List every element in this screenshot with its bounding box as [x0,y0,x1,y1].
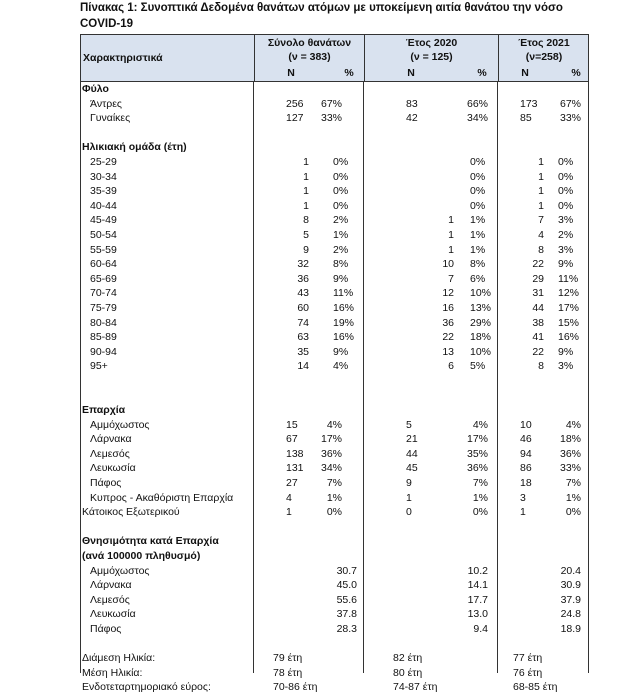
total-pct: 9% [333,345,349,358]
y2020-n: 21 [406,433,418,446]
y2020-n: 16 [442,301,454,314]
district-row [80,491,589,506]
age-row [80,257,589,272]
total-pct: 19% [333,316,355,329]
y2021-n: 8 [538,243,544,256]
header-2020-n-col: N [407,67,415,79]
row-label: 90-94 [90,345,117,358]
y2020-n: 13 [442,345,454,358]
y2021-rate: 37.9 [560,593,581,606]
y2021-pct: 33% [559,462,581,475]
y2021-n: 1 [520,506,526,519]
total-n: 127 [286,112,304,125]
row-label: 80-84 [90,316,117,329]
y2021-pct: 7% [565,477,581,490]
district-row [80,432,589,447]
y2020-n: 6 [448,360,454,373]
y2021-pct: 0% [558,155,574,168]
section-label: Φύλο [82,83,109,95]
total-pct: 1% [333,228,349,241]
y2020-rate: 13.0 [467,608,488,621]
mortality-row [80,622,589,637]
row-label: 45-49 [90,214,117,227]
y2021-pct: 1% [565,491,581,504]
y2020-n: 5 [406,418,412,431]
total-rate: 30.7 [336,564,357,577]
y2021-value: 68-85 έτη [513,681,558,694]
age-row [80,330,589,345]
y2020-rate: 9.4 [473,622,488,635]
total-n: 9 [303,243,309,256]
summary-row [80,651,589,666]
row-label: 60-64 [90,258,117,271]
y2020-pct: 10% [470,345,492,358]
total-n: 1 [303,199,309,212]
y2020-n: 12 [442,287,454,300]
y2021-n: 18 [520,477,532,490]
y2021-pct: 17% [558,301,580,314]
total-n: 27 [286,477,298,490]
mortality-row [80,564,589,579]
header-2020-pct-col: % [477,67,487,79]
total-rate: 28.3 [336,622,357,635]
row-label: 25-29 [90,155,117,168]
y2020-pct: 66% [466,97,488,110]
y2021-n: 94 [520,447,532,460]
y2021-value: 77 έτη [513,652,543,665]
district-row [80,447,589,462]
row-label: Κάτοικος Εξωτερικού [82,506,180,519]
total-pct: 2% [333,214,349,227]
total-n: 131 [286,462,304,475]
y2020-rate: 14.1 [467,579,488,592]
total-pct: 8% [333,258,349,271]
total-n: 8 [303,214,309,227]
y2021-pct: 18% [559,433,581,446]
total-n: 1 [303,170,309,183]
row-label: Λεμεσός [90,447,130,460]
y2021-n: 4 [538,228,544,241]
y2020-pct: 0% [470,199,486,212]
y2021-n: 8 [538,360,544,373]
total-rate: 55.6 [336,593,357,606]
total-pct: 16% [333,331,355,344]
total-pct: 1% [326,491,342,504]
row-label: 95+ [90,360,108,373]
y2020-n: 1 [448,243,454,256]
header-characteristics: Χαρακτηριστικά [83,52,163,64]
y2021-n: 22 [532,345,544,358]
header-2021-n: (ν=258) [525,51,563,63]
y2021-pct: 36% [559,447,581,460]
total-pct: 4% [333,360,349,373]
sex-row [80,111,589,126]
total-n: 63 [297,331,309,344]
row-label: 70-74 [90,287,117,300]
row-label: Άντρες [90,97,122,110]
total-n: 36 [297,272,309,285]
section-label: (ανά 100000 πληθυσμό) [82,550,201,562]
y2021-n: 10 [520,418,532,431]
y2021-pct: 16% [558,331,580,344]
age-row [80,199,589,214]
y2021-n: 46 [520,433,532,446]
y2020-pct: 17% [466,433,488,446]
y2021-pct: 0% [558,170,574,183]
y2020-pct: 0% [470,170,486,183]
y2021-pct: 2% [558,228,574,241]
age-row [80,286,589,301]
row-label: 30-34 [90,170,117,183]
y2021-n: 85 [520,112,532,125]
table-header [80,34,589,82]
y2021-n: 1 [538,199,544,212]
total-pct: 67% [320,97,342,110]
y2020-pct: 4% [472,418,488,431]
y2021-pct: 67% [559,97,581,110]
section-label: Επαρχία [82,404,126,417]
y2020-value: 80 έτη [393,666,423,679]
total-n: 15 [286,418,298,431]
district-row [80,418,589,433]
row-label: Λάρνακα [90,433,132,446]
total-pct: 17% [320,433,342,446]
y2020-pct: 18% [470,331,492,344]
table-title: Πίνακας 1: Συνοπτικά Δεδομένα θανάτων ατόμων με υποκείμενη αιτία θανάτου την νόσο COVID-19 [80,2,563,30]
y2021-rate: 18.9 [560,622,581,635]
age-row [80,272,589,287]
y2020-n: 1 [448,214,454,227]
y2020-value: 74-87 έτη [393,681,438,694]
total-n: 1 [286,506,292,519]
y2020-value: 82 έτη [393,652,423,665]
total-pct: 36% [320,447,342,460]
age-row [80,243,589,258]
row-label: Λεμεσός [90,593,130,606]
total-rate: 45.0 [336,579,357,592]
y2021-pct: 0% [558,185,574,198]
y2021-rate: 20.4 [560,564,581,577]
row-label: Γυναίκες [90,112,131,125]
district-row [80,461,589,476]
total-n: 32 [297,258,309,271]
y2021-n: 3 [520,491,526,504]
row-label: 65-69 [90,272,117,285]
y2021-pct: 11% [558,272,579,285]
total-value: 70-86 έτη [273,681,318,694]
row-label: Λάρνακα [90,579,132,592]
total-pct: 2% [333,243,349,256]
y2020-n: 0 [406,506,412,519]
total-rate: 37.8 [336,608,357,621]
y2020-rate: 17.7 [467,593,488,606]
section-age [80,140,589,155]
total-n: 43 [297,287,309,300]
total-n: 67 [286,433,298,446]
section-label: Θνησιμότητα κατά Επαρχία [82,535,219,548]
y2021-pct: 3% [558,243,574,256]
y2020-n: 36 [442,316,454,329]
y2020-n: 9 [406,477,412,490]
y2021-n: 41 [532,331,544,344]
y2021-n: 86 [520,462,532,475]
total-n: 60 [297,301,309,314]
y2020-pct: 1% [470,243,486,256]
row-label: Πάφος [90,477,122,490]
y2020-pct: 6% [470,272,486,285]
section-sex [80,82,589,97]
y2021-n: 38 [532,316,544,329]
y2021-pct: 3% [558,214,574,227]
y2021-pct: 0% [565,506,581,519]
age-row [80,228,589,243]
age-row [80,170,589,185]
row-label: Λευκωσία [90,608,136,621]
y2021-pct: 12% [558,287,580,300]
total-pct: 33% [320,112,342,125]
y2021-n: 1 [538,185,544,198]
y2021-pct: 0% [558,199,574,212]
total-pct: 0% [326,506,342,519]
header-2021-n-col: N [521,67,529,79]
row-label: 35-39 [90,185,117,198]
header-total-n: (ν = 383) [288,51,331,63]
total-n: 138 [286,447,304,460]
y2020-pct: 35% [466,447,488,460]
age-row [80,345,589,360]
y2021-pct: 9% [558,345,574,358]
row-label: 85-89 [90,331,117,344]
header-2021-pct-col: % [571,67,581,79]
y2021-n: 22 [532,258,544,271]
age-row [80,155,589,170]
y2020-n: 83 [406,97,418,110]
y2020-n: 45 [406,462,418,475]
total-pct: 11% [333,287,354,300]
y2021-n: 1 [538,155,544,168]
y2020-pct: 29% [470,316,492,329]
row-label: Αμμόχωστος [90,564,150,577]
row-label: Διάμεση Ηλικία: [82,652,156,665]
total-pct: 0% [333,155,349,168]
y2020-pct: 36% [466,462,488,475]
mortality-row [80,578,589,593]
age-row [80,184,589,199]
total-n: 14 [297,360,309,373]
mortality-row [80,593,589,608]
row-label: Πάφος [90,622,122,635]
age-row [80,213,589,228]
total-n: 74 [297,316,309,329]
y2021-n: 173 [520,97,538,110]
total-pct: 16% [333,301,355,314]
y2020-pct: 0% [470,155,486,168]
y2021-pct: 9% [558,258,574,271]
header-total-pct-col: % [344,67,354,79]
y2020-n: 10 [442,258,454,271]
district-row [80,476,589,491]
y2020-n: 1 [448,228,454,241]
header-2020-n: (ν = 125) [410,51,453,63]
y2021-pct: 4% [565,418,581,431]
y2021-pct: 33% [559,112,581,125]
total-n: 5 [303,228,309,241]
y2021-n: 1 [538,170,544,183]
total-n: 35 [297,345,309,358]
section-mortality [80,534,589,549]
y2020-pct: 1% [472,491,488,504]
row-label: Κυπρος - Ακαθόριστη Επαρχία [90,491,234,504]
y2020-pct: 10% [470,287,492,300]
header-2020-title: Έτος 2020 [405,37,458,49]
total-value: 79 έτη [273,652,303,665]
y2021-pct: 15% [558,316,580,329]
total-pct: 0% [333,199,349,212]
y2020-n: 1 [406,491,412,504]
row-label: 55-59 [90,243,117,256]
sex-row [80,97,589,112]
y2020-rate: 10.2 [467,564,488,577]
y2020-pct: 1% [470,214,486,227]
y2020-pct: 7% [472,477,488,490]
summary-row [80,666,589,681]
y2020-pct: 34% [466,112,488,125]
y2020-pct: 5% [470,360,486,373]
total-n: 256 [286,97,304,110]
y2020-n: 22 [442,331,454,344]
total-pct: 0% [333,185,349,198]
header-2021-title: Έτος 2021 [518,37,570,49]
row-label: Ενδοτεταρτημοριακό εύρος: [82,681,211,694]
abroad-row [80,505,589,520]
y2021-n: 44 [532,301,544,314]
total-pct: 4% [326,418,342,431]
row-label: Λευκωσία [90,462,136,475]
y2020-pct: 1% [470,228,486,241]
y2020-n: 44 [406,447,418,460]
y2020-pct: 8% [470,258,486,271]
total-pct: 0% [333,170,349,183]
row-label: 75-79 [90,301,117,314]
section-mortality-sub [80,549,589,564]
row-label: 50-54 [90,228,117,241]
total-n: 4 [286,491,292,504]
y2021-rate: 30.9 [560,579,581,592]
table-body [80,82,589,695]
y2020-pct: 13% [470,301,492,314]
age-row [80,316,589,331]
row-label: Αμμόχωστος [90,418,150,431]
mortality-row [80,607,589,622]
y2020-pct: 0% [470,185,486,198]
y2021-n: 29 [532,272,544,285]
section-district [80,403,589,418]
total-pct: 34% [320,462,342,475]
y2020-n: 42 [406,112,418,125]
total-n: 1 [303,185,309,198]
summary-table [80,34,589,694]
age-row [80,359,589,374]
y2021-n: 31 [532,287,544,300]
y2021-n: 7 [538,214,544,227]
total-pct: 7% [326,477,342,490]
row-label: 40-44 [90,199,117,212]
header-total-n-col: N [287,67,295,79]
total-value: 78 έτη [273,666,303,679]
total-n: 1 [303,155,309,168]
section-label: Ηλικιακή ομάδα (έτη) [82,141,187,154]
y2021-value: 76 έτη [513,666,543,679]
y2021-pct: 3% [558,360,574,373]
y2021-rate: 24.8 [560,608,581,621]
row-label: Μέση Ηλικία: [82,666,143,679]
y2020-n: 7 [448,272,454,285]
header-total-title: Σύνολο θανάτων [267,37,352,49]
total-pct: 9% [333,272,349,285]
age-row [80,301,589,316]
y2020-pct: 0% [472,506,488,519]
